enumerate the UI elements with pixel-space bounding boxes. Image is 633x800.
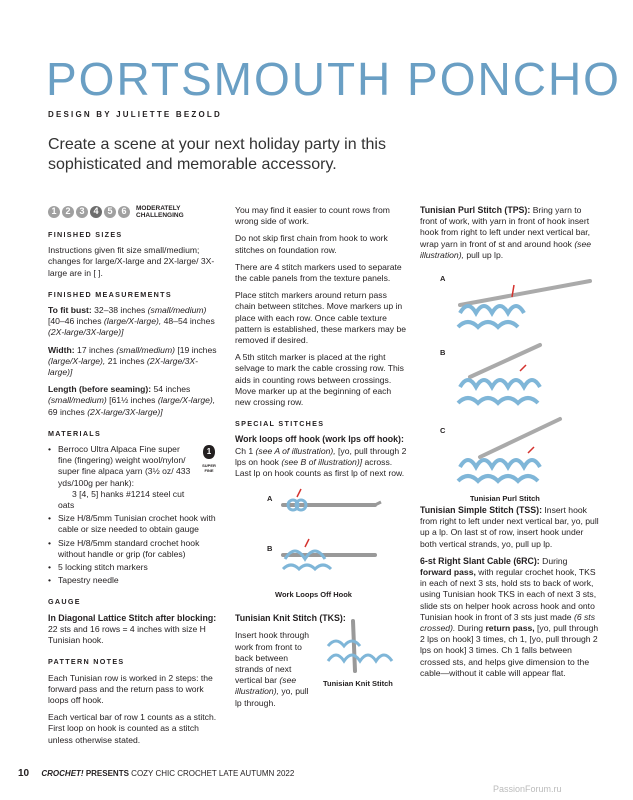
- designer-byline: DESIGN BY JULIETTE BEZOLD: [48, 110, 222, 119]
- watermark: PassionForum.ru: [493, 784, 562, 794]
- page-number: 10: [18, 768, 30, 779]
- yarn-weight-badge: [198, 444, 220, 473]
- tunisian-knit-definition: Tunisian Knit Stitch (TKS):: [235, 613, 346, 624]
- pattern-note: Place stitch markers around return pass chain between stitches. Move markers up in place with each row. Once cable texture pattern is established, these markers may be removed if desired.: [235, 290, 407, 346]
- column-left: [48, 205, 220, 752]
- finished-sizes-heading: FINISHED SIZES: [48, 230, 123, 239]
- pattern-note: Each Tunisian row is worked in 2 steps: the forward pass and the return pass to work loops off hook.: [48, 672, 213, 705]
- gauge-heading: GAUGE: [48, 597, 81, 607]
- skill-dot-6: 6: [118, 206, 130, 218]
- tunisian-knit-caption: Tunisian Knit Stitch: [323, 679, 393, 689]
- yarn-weight-label: SUPER FINE: [202, 463, 216, 474]
- tunisian-purl-drawing: [420, 267, 600, 495]
- page-footer: [18, 768, 294, 779]
- pattern-note: Each vertical bar of row 1 counts as a stitch. First loop on hook is counted as a stitch unless otherwise stated.: [48, 712, 217, 745]
- column-middle: [235, 205, 407, 715]
- gauge-text: In Diagonal Lattice Stitch after blocking: 22 sts and 16 rows = 4 inches with size H Tunisian hook.: [48, 612, 217, 646]
- skill-dot-4: 4: [90, 206, 102, 218]
- pattern-note: Do not skip first chain from hook to work stitches on foundation row.: [235, 233, 388, 255]
- fit-bust: To fit bust: 32–38 inches (small/medium) [40–46 inches (large/X-large), 48–54 inches (2X-large/3X-large)]: [48, 305, 215, 338]
- work-loops-off-caption: Work Loops Off Hook: [275, 590, 352, 600]
- material-item: • Size H/8/5mm Tunisian crochet hook with cable or size needed to obtain gauge: [48, 513, 220, 535]
- skill-dot-5: 5: [104, 206, 116, 218]
- pattern-note: There are 4 stitch markers used to separate the cable panels from the texture panels.: [235, 261, 402, 284]
- materials-block: [48, 444, 220, 586]
- material-item: • Tapestry needle: [48, 575, 220, 586]
- skill-dot-1: 1: [48, 206, 60, 218]
- skill-label: MODERATELY CHALLENGING: [136, 205, 184, 219]
- footer-issue: COZY CHIC CROCHET LATE AUTUMN 2022: [131, 769, 295, 778]
- materials-heading: MATERIALS: [48, 428, 102, 438]
- special-stitches-heading: SPECIAL STITCHES: [235, 419, 325, 429]
- footer-presents: PRESENTS: [85, 769, 129, 778]
- width: Width: 17 inches (small/medium) [19 inches (large/X-large), 21 inches (2X-large/3X-large)]: [48, 344, 217, 378]
- cable-definition: 6-st Right Slant Cable (6RC): During forward pass, with regular crochet hook, TKS in each of next 3 sts, hold sts to back of work, using Tunisian hook TKS in each of next 3 sts, slide sts on helper hook across hook and onto Tunisian hook in front of 3 sts just made (6 sts crossed). During return pass, [yo, pull through 2 lps on hook] 3 times, ch 1, [yo, pull through 2 lps on hook] 3 times. Ch 1 falls between crossed sts, and helps give dimension to the cable—without it cable will appear flat.: [420, 555, 599, 678]
- tunisian-purl-definition: Tunisian Purl Stitch (TPS): Bring yarn to front of work, with yarn in front of hook insert hook from right to left under next vertical bar, wrap yarn in front of st and around hook (see illustration), pull up lp.: [420, 205, 592, 260]
- skill-level: [48, 205, 220, 219]
- finished-sizes-text: Instructions given fit size small/medium; changes for large/X-large and 2X-large/ 3X-large are in [ ].: [48, 245, 215, 278]
- footer-brand: CROCHET!: [41, 769, 84, 778]
- intro-text: Create a scene at your next holiday party in this sophisticated and memorable accessory.: [48, 136, 386, 173]
- yarn-weight-number: 1: [206, 447, 212, 457]
- tunisian-knit-drawing: [323, 616, 403, 676]
- tunisian-purl-illustration: A B C Tunisian Purl Stitch: [420, 267, 600, 505]
- page-title: PORTSMOUTH PONCHO: [46, 53, 621, 105]
- pattern-note: You may find it easier to count rows from wrong side of work.: [235, 205, 390, 227]
- skill-dot-3: 3: [76, 206, 88, 218]
- tunisian-simple-definition: Tunisian Simple Stitch (TSS): Insert hook from right to left under next vertical bar, yo, pull up a lp. On last st of row, insert hook under both vertical strands, yo, pull up lp.: [420, 505, 599, 549]
- measurements-heading: FINISHED MEASUREMENTS: [48, 289, 172, 299]
- pattern-notes-heading: PATTERN NOTES: [48, 657, 125, 667]
- material-item: • Berroco Ultra Alpaca Fine super fine (fingering) weight wool/nylon/ super fine alpaca yarn (3½ oz/ 433 yds/100g per hank): 3 [4, 5] hanks #1214 steel cut oats: [48, 444, 194, 511]
- pattern-note: A 5th stitch marker is placed at the right selvage to mark the cable crossing row. This aids in counting rows between crossings. Move marker up at the beginning of each new crossing row.: [235, 352, 404, 408]
- material-item: • Size H/8/5mm standard crochet hook without handle or grip (for cables): [48, 538, 220, 560]
- tunisian-knit-text: Insert hook through work from front to back between strands of next vertical bar (see illustration), yo, pull lp through.: [235, 630, 310, 708]
- work-loops-off-illustration: A B Work Loops Off Hook: [235, 485, 407, 603]
- work-loops-off-definition: Work loops off hook (work lps off hook): Ch 1 (see A of illustration), [yo, pull through 2 lps on hook (see B of illustration)] across. Last lp on hook counts as first lp of next row.: [235, 434, 407, 479]
- material-item: • 5 locking stitch markers: [48, 562, 220, 573]
- column-right: [420, 205, 600, 685]
- skill-dot-2: 2: [62, 206, 74, 218]
- length: Length (before seaming): 54 inches (small/medium) [61½ inches (large/X-large), 69 inches (2X-large/3X-large)]: [48, 384, 216, 417]
- tunisian-purl-caption: Tunisian Purl Stitch: [470, 494, 540, 504]
- work-loops-off-drawing: [235, 485, 405, 585]
